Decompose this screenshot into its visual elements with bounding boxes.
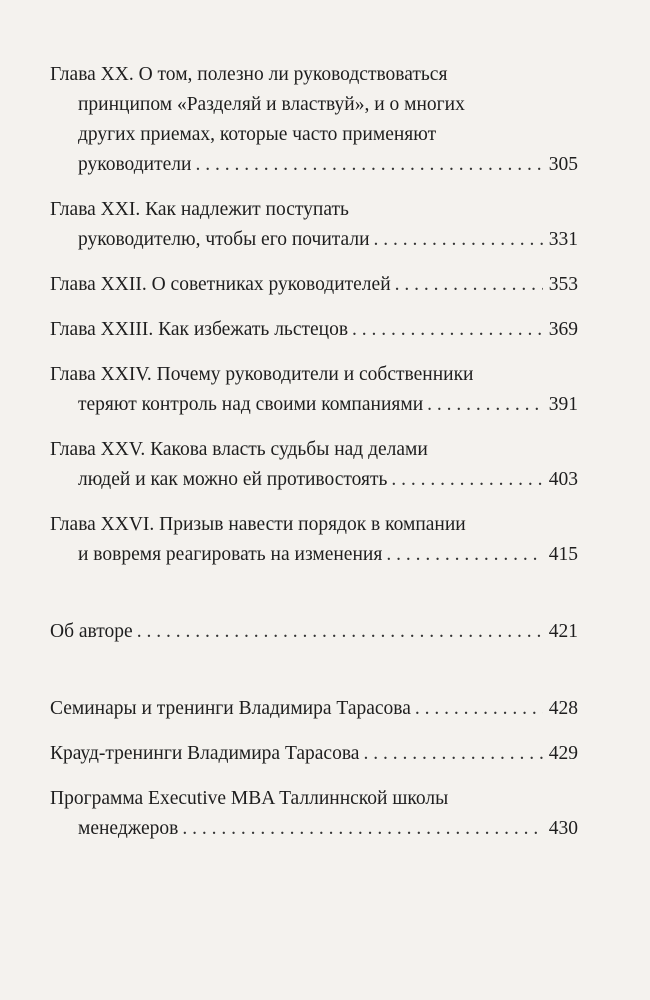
toc-entry-title-line: других приемах, которые часто применяют — [78, 124, 437, 145]
toc-entry-title-end: теряют контроль над своими компаниями — [78, 394, 424, 415]
toc-entry-title-end: руководители — [78, 154, 192, 175]
toc-entry-title-line: Программа Executive MBA Таллиннской школы — [50, 788, 449, 809]
toc-entry-leader-line — [50, 739, 578, 769]
toc-entry-title-line: Глава XXV. Какова власть судьбы над делами — [50, 439, 428, 460]
toc-entry-leader-line — [50, 150, 578, 180]
dot-leader — [182, 814, 542, 844]
toc-page-number: 403 — [548, 469, 578, 490]
toc-entry-leader-line — [50, 270, 578, 300]
toc-entry-title-line: Глава XXVI. Призыв навести порядок в компании — [50, 514, 466, 535]
dot-leader — [415, 694, 543, 724]
toc-entry-chapter-25 — [50, 435, 578, 495]
toc-entry-chapter-21 — [50, 195, 578, 255]
toc-entry-executive-mba — [50, 784, 578, 844]
toc-page-number: 305 — [548, 154, 578, 175]
toc-entry-leader-line — [50, 390, 578, 420]
toc-page-number: 391 — [548, 394, 578, 415]
toc-entry-title-end: Глава XXIII. Как избежать льстецов — [50, 319, 349, 340]
toc-entry-title-end: людей и как можно ей противостоять — [78, 469, 388, 490]
dot-leader — [391, 465, 542, 495]
toc-page-number: 430 — [548, 818, 578, 839]
toc-entry-leader-line — [50, 617, 578, 647]
toc-entry-leader-line — [50, 694, 578, 724]
toc-entry-leader-line — [50, 315, 578, 345]
toc-entry-title-end: и вовремя реагировать на изменения — [78, 544, 383, 565]
toc-entry-seminars — [50, 694, 578, 724]
dot-leader — [395, 270, 543, 300]
toc-entry-title-end: менеджеров — [78, 818, 179, 839]
toc-page-number: 353 — [548, 274, 578, 295]
toc-page-number: 421 — [548, 621, 578, 642]
dot-leader — [427, 390, 543, 420]
toc-page-number: 415 — [548, 544, 578, 565]
toc-entry-leader-line — [50, 225, 578, 255]
toc-page-number: 429 — [548, 743, 578, 764]
toc-entry-title-end: Об авторе — [50, 621, 133, 642]
toc-entry-crowd-trainings — [50, 739, 578, 769]
dot-leader — [363, 739, 542, 769]
dot-leader — [352, 315, 543, 345]
toc-page-number: 369 — [548, 319, 578, 340]
toc-page-number: 331 — [548, 229, 578, 250]
dot-leader — [195, 150, 542, 180]
toc-page-number: 428 — [548, 698, 578, 719]
toc-entry-title-line: Глава XXIV. Почему руководители и собственники — [50, 364, 474, 385]
toc-entry-chapter-24 — [50, 360, 578, 420]
toc-entry-about-author — [50, 617, 578, 647]
toc-entry-title-end: Глава XXII. О советниках руководителей — [50, 274, 391, 295]
toc-entry-title-line: Глава XXI. Как надлежит поступать — [50, 199, 349, 220]
toc-entry-title-end: Крауд-тренинги Владимира Тарасова — [50, 743, 360, 764]
toc-entry-leader-line — [50, 540, 578, 570]
toc-entry-chapter-23 — [50, 315, 578, 345]
table-of-contents — [50, 60, 578, 844]
toc-entry-chapter-26 — [50, 510, 578, 570]
dot-leader — [137, 617, 543, 647]
dot-leader — [386, 540, 542, 570]
toc-entry-title-line: Глава XX. О том, полезно ли руководствоваться — [50, 64, 448, 85]
toc-entry-leader-line — [50, 465, 578, 495]
toc-entry-leader-line — [50, 814, 578, 844]
dot-leader — [374, 225, 543, 255]
toc-entry-title-end: руководителю, чтобы его почитали — [78, 229, 370, 250]
toc-entry-chapter-22 — [50, 270, 578, 300]
toc-entry-chapter-20 — [50, 60, 578, 180]
toc-entry-title-end: Семинары и тренинги Владимира Тарасова — [50, 698, 411, 719]
toc-entry-title-line: принципом «Разделяй и властвуй», и о многих — [78, 94, 465, 115]
